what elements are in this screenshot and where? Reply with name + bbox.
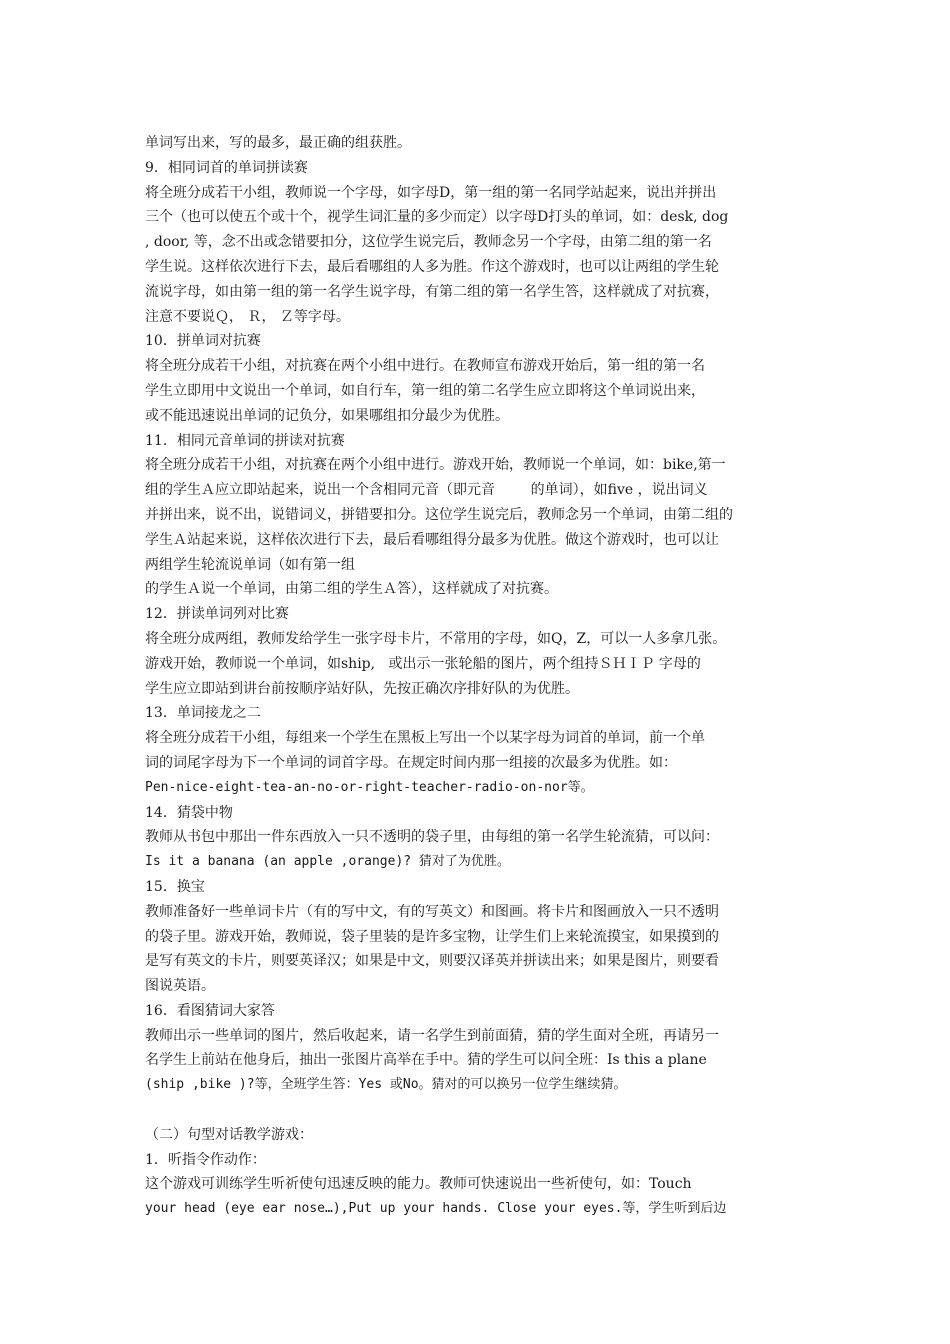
text-line: 是写有英文的卡片，则要英译汉；如果是中文，则要汉译英并拼读出来；如果是图片，则要看 — [145, 953, 719, 970]
text-line: 学生立即用中文说出一个单词，如自行车，第一组的第二名学生应立即将这个单词说出来， — [145, 382, 705, 399]
text-line: （二）句型对话教学游戏： — [145, 1126, 313, 1143]
text-line: 将全班分成若干小组，对抗赛在两个小组中进行。游戏开始，教师说一个单词，如：bike,第一 — [145, 457, 726, 474]
text-line: 组的学生Ａ应立即站起来，说出一个含相同元音（即元音 的单词），如five ，说出词义 — [145, 482, 708, 499]
text-line: 词的词尾字母为下一个单词的词首字母。在规定时间内那一组接的次最多为优胜。如： — [145, 754, 677, 771]
text-line: 将全班分成若干小组，每组来一个学生在黑板上写出一个以某字母为词首的单词，前一个单 — [145, 730, 705, 747]
text-line: 注意不要说Ｑ， Ｒ， Ｚ等字母。 — [145, 308, 350, 325]
text-line: 的袋子里。游戏开始，教师说，袋子里装的是许多宝物，让学生们上来轮流摸宝，如果摸到的 — [145, 928, 719, 945]
text-line: 游戏开始，教师说一个单词，如ship, 或出示一张轮船的图片，两个组持ＳＨＩＰ 字母的 — [145, 655, 701, 672]
text-line: 教师出示一些单词的图片，然后收起来，请一名学生到前面猜，猜的学生面对全班，再请另一 — [145, 1027, 719, 1044]
text-line: 学生应立即站到讲台前按顺序站好队，先按正确次序排好队的为优胜。 — [145, 680, 579, 697]
text-line: 并拼出来，说不出，说错词义，拼错要扣分。这位学生说完后，教师念另一个单词，由第二组的 — [145, 506, 733, 523]
document-body — [145, 131, 825, 1222]
text-line: 10．拼单词对抗赛 — [145, 333, 261, 350]
text-line: 教师从书包中那出一件东西放入一只不透明的袋子里，由每组的第一名学生轮流猜，可以问： — [145, 829, 719, 846]
text-line: your head (eye ear nose…),Put up your hands. Close your eyes.等，学生听到后边 — [145, 1201, 727, 1217]
text-line: 学生Ａ站起来说，这样依次进行下去，最后看哪组得分最多为优胜。做这个游戏时，也可以让 — [145, 531, 719, 548]
text-line: 教师准备好一些单词卡片（有的写中文，有的写英文）和图画。将卡片和图画放入一只不透明 — [145, 903, 719, 920]
text-line: (ship ,bike )?等，全班学生答：Yes 或No。猜对的可以换另一位学生继续猜。 — [145, 1077, 627, 1093]
text-line: 14．猜袋中物 — [145, 804, 233, 821]
text-line: 将全班分成两组，教师发给学生一张字母卡片，不常用的字母，如Q，Z，可以一人多拿几张。 — [145, 630, 727, 647]
text-line: 三个（也可以使五个或十个，视学生词汇量的多少而定）以字母D打头的单词，如：desk, dog — [145, 209, 729, 226]
text-line: 单词写出来，写的最多，最正确的组获胜。 — [145, 135, 411, 151]
text-line: , door, 等，念不出或念错要扣分，这位学生说完后，教师念另一个字母，由第二组的第一名 — [145, 234, 712, 251]
text-line: 13．单词接龙之二 — [145, 705, 261, 722]
text-line: 这个游戏可训练学生听祈使句迅速反映的能力。教师可快速说出一些祈使句，如：Touch — [145, 1176, 692, 1193]
text-line: 学生说。这样依次进行下去，最后看哪组的人多为胜。作这个游戏时，也可以让两组的学生轮 — [145, 258, 719, 275]
text-line: 将全班分成若干小组，对抗赛在两个小组中进行。在教师宣布游戏开始后，第一组的第一名 — [145, 358, 705, 375]
text-line: 12．拼读单词列对比赛 — [145, 606, 289, 623]
text-line: Pen-nice-eight-tea-an-no-or-right-teacher-radio-on-nor等。 — [145, 779, 594, 795]
text-line — [145, 1098, 825, 1123]
text-line: 1．听指令作动作： — [145, 1151, 266, 1168]
text-line: 将全班分成若干小组，教师说一个字母，如字母D，第一组的第一名同学站起来，说出并拼出 — [145, 184, 717, 201]
text-line: 图说英语。 — [145, 978, 215, 995]
text-line: 两组学生轮流说单词（如有第一组 — [145, 556, 355, 573]
text-line: 9．相同词首的单词拼读赛 — [145, 159, 308, 176]
text-line: 流说字母，如由第一组的第一名学生说字母，有第二组的第一名学生答，这样就成了对抗赛， — [145, 283, 719, 300]
text-line: 名学生上前站在他身后，抽出一张图片高举在手中。猜的学生可以问全班：Is this a plane — [145, 1052, 707, 1069]
text-line: 11．相同元音单词的拼读对抗赛 — [145, 432, 345, 449]
text-line: 或不能迅速说出单词的记负分，如果哪组扣分最少为优胜。 — [145, 407, 509, 424]
text-line: Is it a banana (an apple ,orange)? 猜对了为优胜。 — [145, 854, 510, 870]
text-line: 的学生Ａ说一个单词，由第二组的学生Ａ答），这样就成了对抗赛。 — [145, 581, 558, 598]
text-line: 15．换宝 — [145, 878, 205, 895]
text-line: 16．看图猜词大家答 — [145, 1002, 275, 1019]
